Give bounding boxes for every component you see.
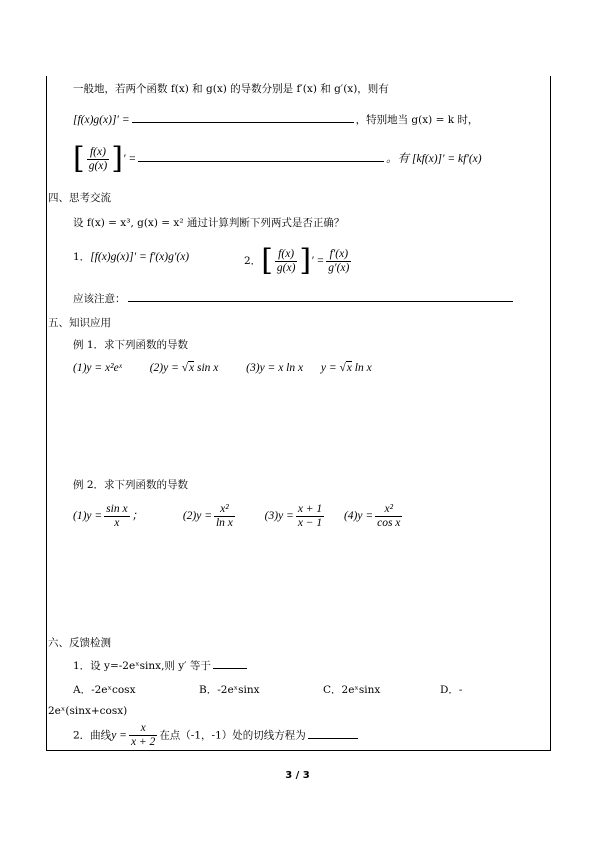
example1-item-2	[150, 361, 219, 374]
section4-heading: 四、思考交流	[48, 192, 111, 204]
denominator: x + 2	[130, 736, 156, 748]
quotient-rule-blank	[138, 152, 384, 162]
rhs-numerator: f′(x)	[326, 248, 351, 262]
numerator: x²	[214, 503, 235, 517]
fraction	[104, 503, 129, 530]
note-line	[73, 292, 515, 306]
denominator: cos x	[377, 517, 401, 529]
check-item-2-lhs-fraction	[275, 248, 298, 275]
q1-option-c: C．2eˣsinx	[323, 684, 381, 696]
example2-items	[73, 503, 404, 530]
product-rule-lhs: [f(x)g(x)]′ =	[73, 114, 130, 126]
special-case-text: ，特别地当 g(x) = k 时，	[355, 114, 479, 126]
radicand: x	[189, 362, 195, 374]
right-bracket: ]	[299, 243, 312, 278]
tail: ；	[131, 510, 144, 523]
quotient-fraction	[87, 146, 110, 173]
left-bracket: [	[73, 141, 85, 176]
q1-line	[73, 659, 249, 673]
check-item-2-rhs-fraction	[326, 248, 351, 275]
item-4-prefix: y =	[320, 362, 340, 374]
example1-item-1: (1)y = x²eˣ	[73, 362, 122, 374]
note-label: 应该注意：	[73, 293, 126, 305]
label: (2)y =	[182, 510, 212, 523]
sqrt-icon: √	[181, 362, 189, 374]
numerator: sin x	[106, 503, 128, 515]
numerator: x²	[375, 503, 402, 517]
example2-item-2	[182, 503, 237, 529]
lhs-denominator: g(x)	[276, 261, 296, 274]
radicand: x	[346, 362, 352, 374]
label: (3)y =	[264, 510, 294, 523]
product-rule-line	[73, 113, 478, 127]
section4-question: 设 f(x) = x³, g(x) = x² 通过计算判断下列两式是否正确？	[73, 217, 345, 229]
example1-item-4	[321, 361, 372, 374]
section6-heading: 六、反馈检测	[48, 637, 111, 649]
denominator: ln x	[215, 517, 233, 529]
example1-item-3: (3)y = x ln x	[246, 362, 304, 374]
check-item-1	[73, 250, 189, 264]
quotient-rule-line	[73, 141, 482, 176]
q2-y: y =	[111, 729, 127, 742]
example2-item-3	[264, 503, 327, 529]
check-item-2-label: 2．	[244, 255, 262, 267]
example2-item-1	[73, 503, 144, 529]
item-4-suffix: ln x	[351, 362, 372, 374]
q1-option-b: B．-2eˣsinx	[199, 684, 260, 696]
q2-blank	[308, 729, 358, 739]
q2-suffix: 在点（-1，-1）处的切线方程为	[159, 729, 306, 742]
check-item-2	[244, 243, 353, 278]
note-blank	[128, 292, 513, 302]
section5-heading: 五、知识应用	[48, 317, 111, 329]
content-frame	[46, 76, 551, 751]
q2-fraction	[129, 722, 157, 749]
numerator: x	[129, 722, 157, 736]
sqrt-icon: √	[339, 362, 346, 374]
item-2-suffix: sin x	[194, 362, 219, 374]
example1-items	[73, 361, 372, 375]
fraction	[375, 503, 402, 530]
label: (1)y =	[73, 510, 103, 523]
fraction	[214, 503, 235, 530]
item-2-prefix: (2)y =	[149, 362, 182, 374]
numerator: x + 1	[297, 503, 323, 515]
q1-text: 1．设 y=-2eˣsinx,则 y′ 等于	[73, 660, 211, 672]
intro-line: 一般地，若两个函数 f(x) 和 g(x) 的导数分别是 f′(x) 和 g′(x)，则有	[73, 83, 389, 95]
q1-option-d-continued: 2eˣ(sinx+cosx)	[48, 705, 128, 717]
q2-prefix: 2．曲线	[73, 729, 112, 742]
quotient-tail: ′ =	[122, 153, 137, 165]
q1-blank	[213, 659, 247, 669]
quotient-numerator: f(x)	[87, 146, 110, 160]
rhs-denominator: g′(x)	[328, 261, 350, 274]
example2-title: 例 2．求下列函数的导数	[73, 479, 189, 491]
const-rule: 。有 [kf(x)]′ = kf′(x)	[386, 153, 482, 165]
denominator: x − 1	[297, 517, 323, 529]
example2-item-4	[343, 503, 404, 529]
example1-title: 例 1．求下列函数的导数	[73, 339, 189, 351]
q1-option-d: D．-	[440, 684, 463, 696]
lhs-numerator: f(x)	[275, 248, 298, 262]
label: (4)y =	[343, 510, 374, 523]
check-item-2-eq: ′ =	[311, 255, 325, 267]
right-bracket: ]	[111, 141, 123, 176]
q1-option-a: A．-2eˣcosx	[73, 684, 136, 696]
denominator: x	[114, 517, 120, 529]
q2-line	[73, 722, 360, 749]
check-item-1-label: 1．	[73, 251, 91, 263]
check-item-1-formula: [f(x)g(x)]′ = f′(x)g′(x)	[90, 251, 190, 263]
fraction	[296, 503, 324, 530]
product-rule-blank	[132, 113, 354, 123]
quotient-denominator: g(x)	[88, 159, 108, 172]
left-bracket: [	[261, 243, 273, 278]
page-number: 3 / 3	[285, 770, 310, 781]
